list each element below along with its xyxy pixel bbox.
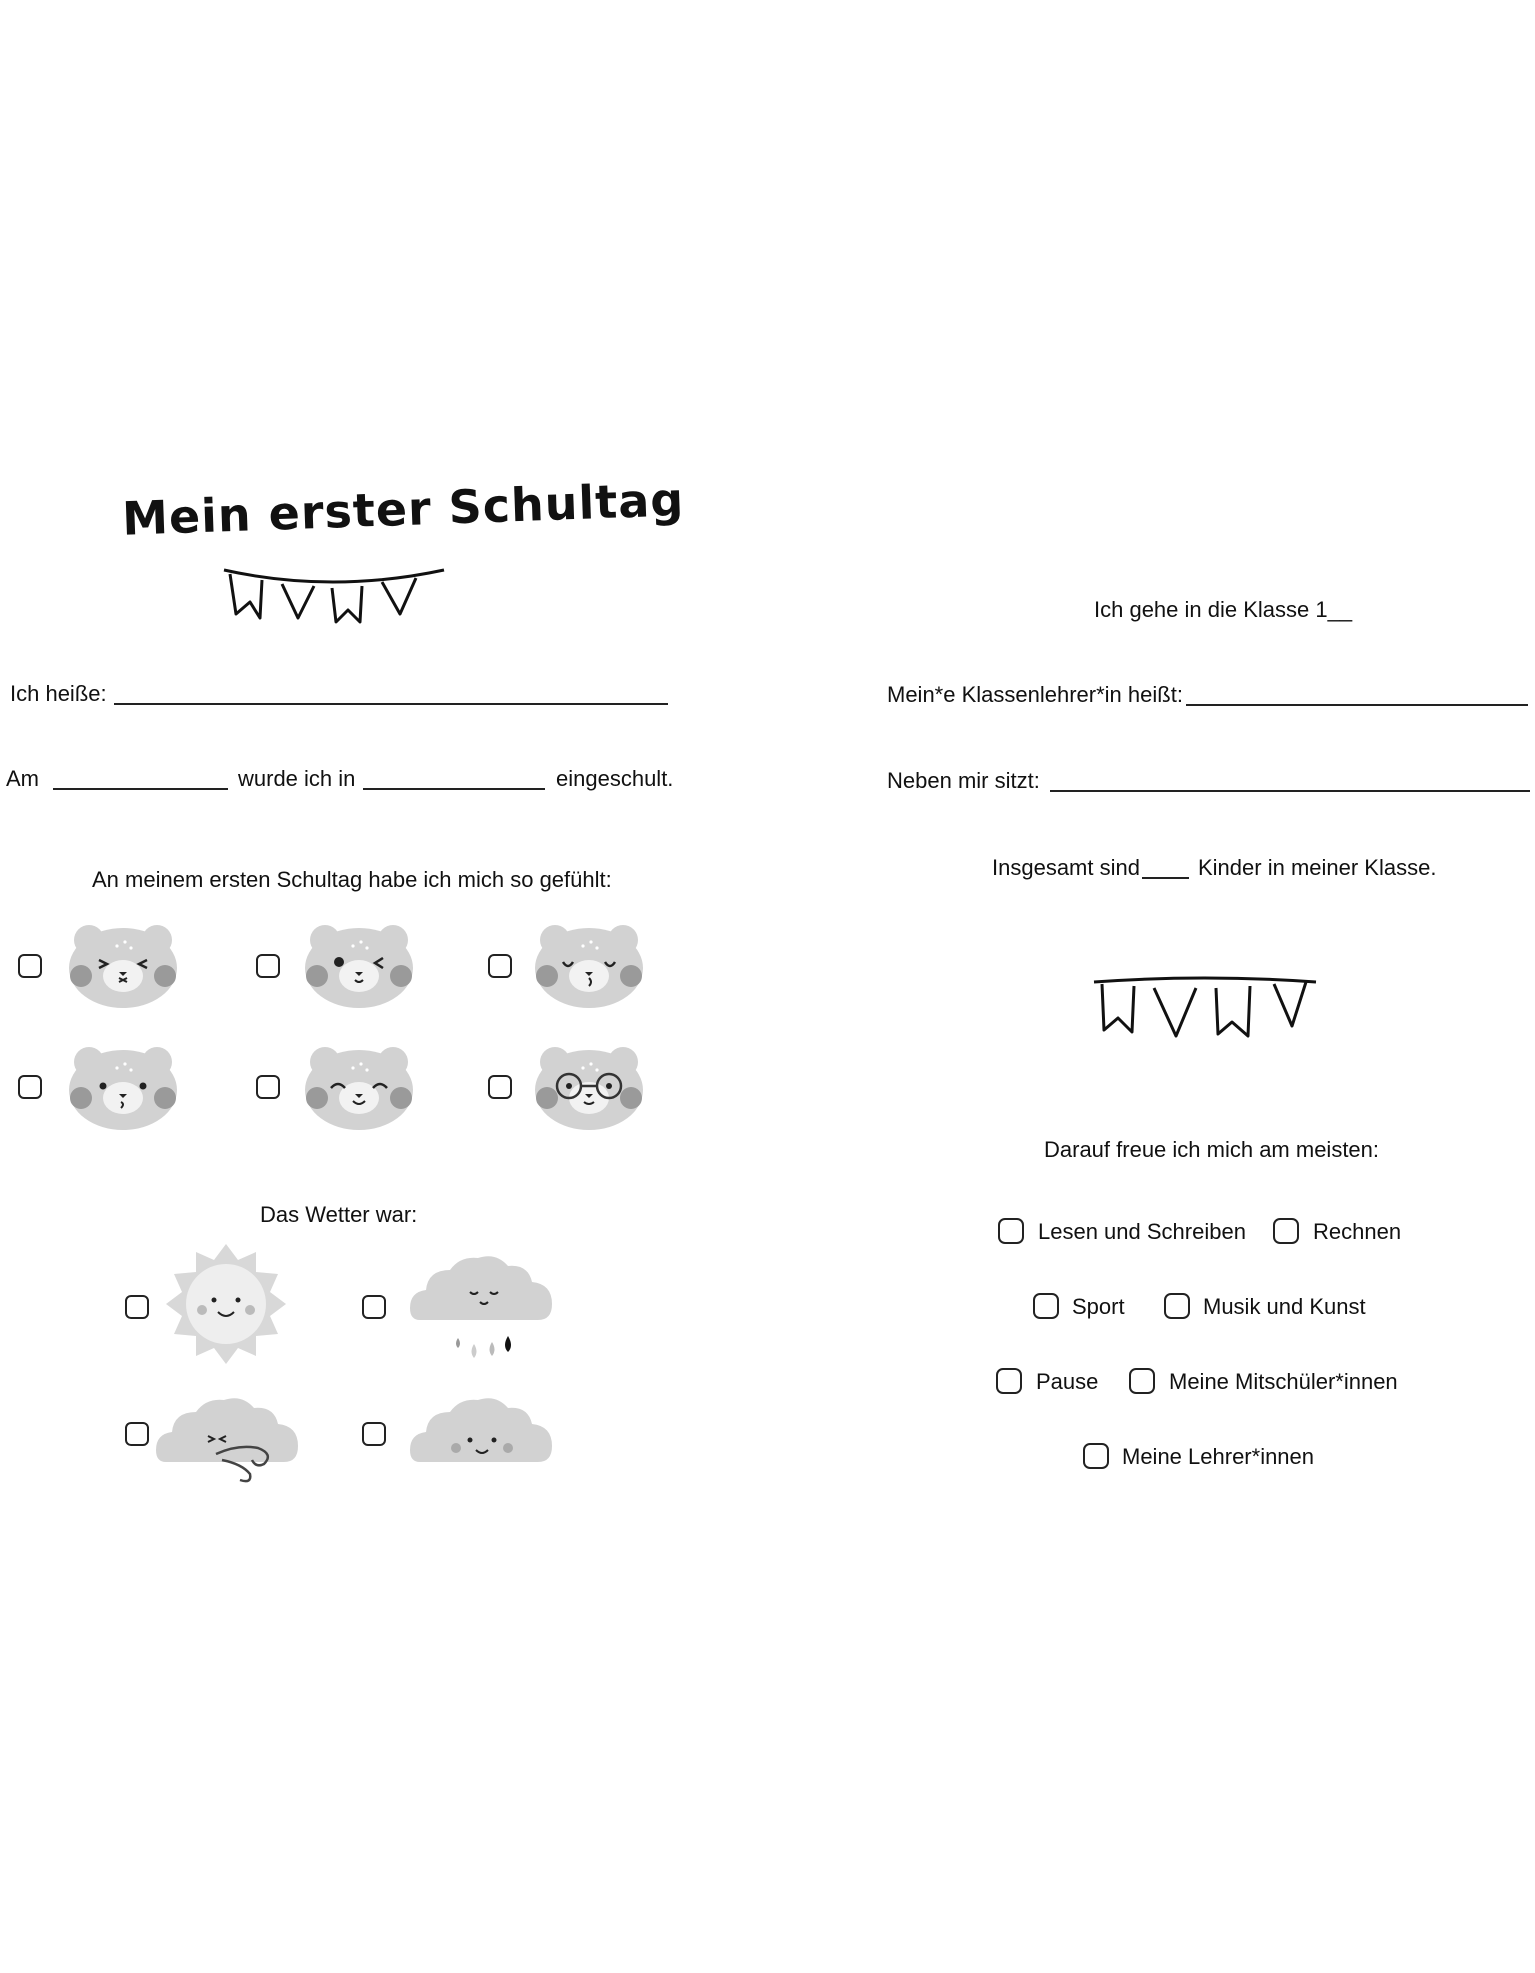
weather-prompt: Das Wetter war: — [260, 1202, 418, 1227]
neighbor-label: Neben mir sitzt: — [887, 768, 1040, 793]
weather-checkbox-cloud[interactable] — [362, 1422, 386, 1446]
option-label-rechnen: Rechnen — [1313, 1219, 1402, 1244]
sun-icon — [164, 1242, 288, 1366]
option-checkbox-lesen[interactable] — [998, 1218, 1024, 1244]
wind-cloud-icon — [166, 1392, 296, 1492]
bear-glasses-face-icon — [534, 1040, 644, 1130]
teacher-line[interactable] — [1186, 704, 1528, 706]
name-label: Ich heiße: — [10, 681, 107, 706]
cloud-icon — [412, 1392, 552, 1492]
option-checkbox-rechnen[interactable] — [1273, 1218, 1299, 1244]
enrolled-label: eingeschult. — [556, 766, 674, 791]
bunting-icon — [1092, 974, 1322, 1044]
place-label: wurde ich in — [238, 766, 356, 791]
feeling-checkbox-5[interactable] — [256, 1075, 280, 1099]
option-label-musik: Musik und Kunst — [1203, 1294, 1366, 1319]
feeling-checkbox-1[interactable] — [18, 954, 42, 978]
bunting-icon — [222, 566, 447, 626]
page-title: Mein erster Schultag — [121, 472, 686, 546]
option-checkbox-pause[interactable] — [996, 1368, 1022, 1394]
looking-forward-prompt: Darauf freue ich mich am meisten: — [1044, 1137, 1380, 1162]
option-label-pause: Pause — [1036, 1369, 1099, 1394]
class-label: Ich gehe in die Klasse 1__ — [1094, 597, 1353, 622]
option-label-lehrer: Meine Lehrer*innen — [1122, 1444, 1315, 1469]
bear-pouting-face-icon — [68, 1040, 178, 1130]
bear-content-face-icon — [534, 918, 644, 1008]
option-checkbox-lehrer[interactable] — [1083, 1443, 1109, 1469]
option-checkbox-musik[interactable] — [1164, 1293, 1190, 1319]
option-label-sport: Sport — [1072, 1294, 1125, 1319]
feeling-checkbox-6[interactable] — [488, 1075, 512, 1099]
weather-checkbox-sun[interactable] — [125, 1295, 149, 1319]
feeling-checkbox-3[interactable] — [488, 954, 512, 978]
weather-checkbox-rain[interactable] — [362, 1295, 386, 1319]
teacher-label: Mein*e Klassenlehrer*in heißt: — [887, 682, 1183, 707]
option-label-lesen: Lesen und Schreiben — [1038, 1219, 1246, 1244]
bear-squinting-face-icon — [68, 918, 178, 1008]
weather-checkbox-wind[interactable] — [125, 1422, 149, 1446]
option-label-mitschueler: Meine Mitschüler*innen — [1169, 1369, 1398, 1394]
option-checkbox-sport[interactable] — [1033, 1293, 1059, 1319]
kids-count-line[interactable] — [1142, 877, 1189, 879]
kids-count-label: Insgesamt sind — [992, 855, 1140, 880]
kids-count-suffix: Kinder in meiner Klasse. — [1198, 855, 1437, 880]
date-label: Am — [6, 766, 39, 791]
feelings-prompt: An meinem ersten Schultag habe ich mich so gefühlt: — [92, 867, 612, 892]
date-line[interactable] — [53, 788, 228, 790]
rain-cloud-icon — [412, 1250, 552, 1380]
option-checkbox-mitschueler[interactable] — [1129, 1368, 1155, 1394]
feeling-checkbox-4[interactable] — [18, 1075, 42, 1099]
name-line[interactable] — [114, 703, 668, 705]
place-line[interactable] — [363, 788, 545, 790]
neighbor-line[interactable] — [1050, 790, 1530, 792]
bear-happy-face-icon — [304, 1040, 414, 1130]
bear-winking-face-icon — [304, 918, 414, 1008]
feeling-checkbox-2[interactable] — [256, 954, 280, 978]
